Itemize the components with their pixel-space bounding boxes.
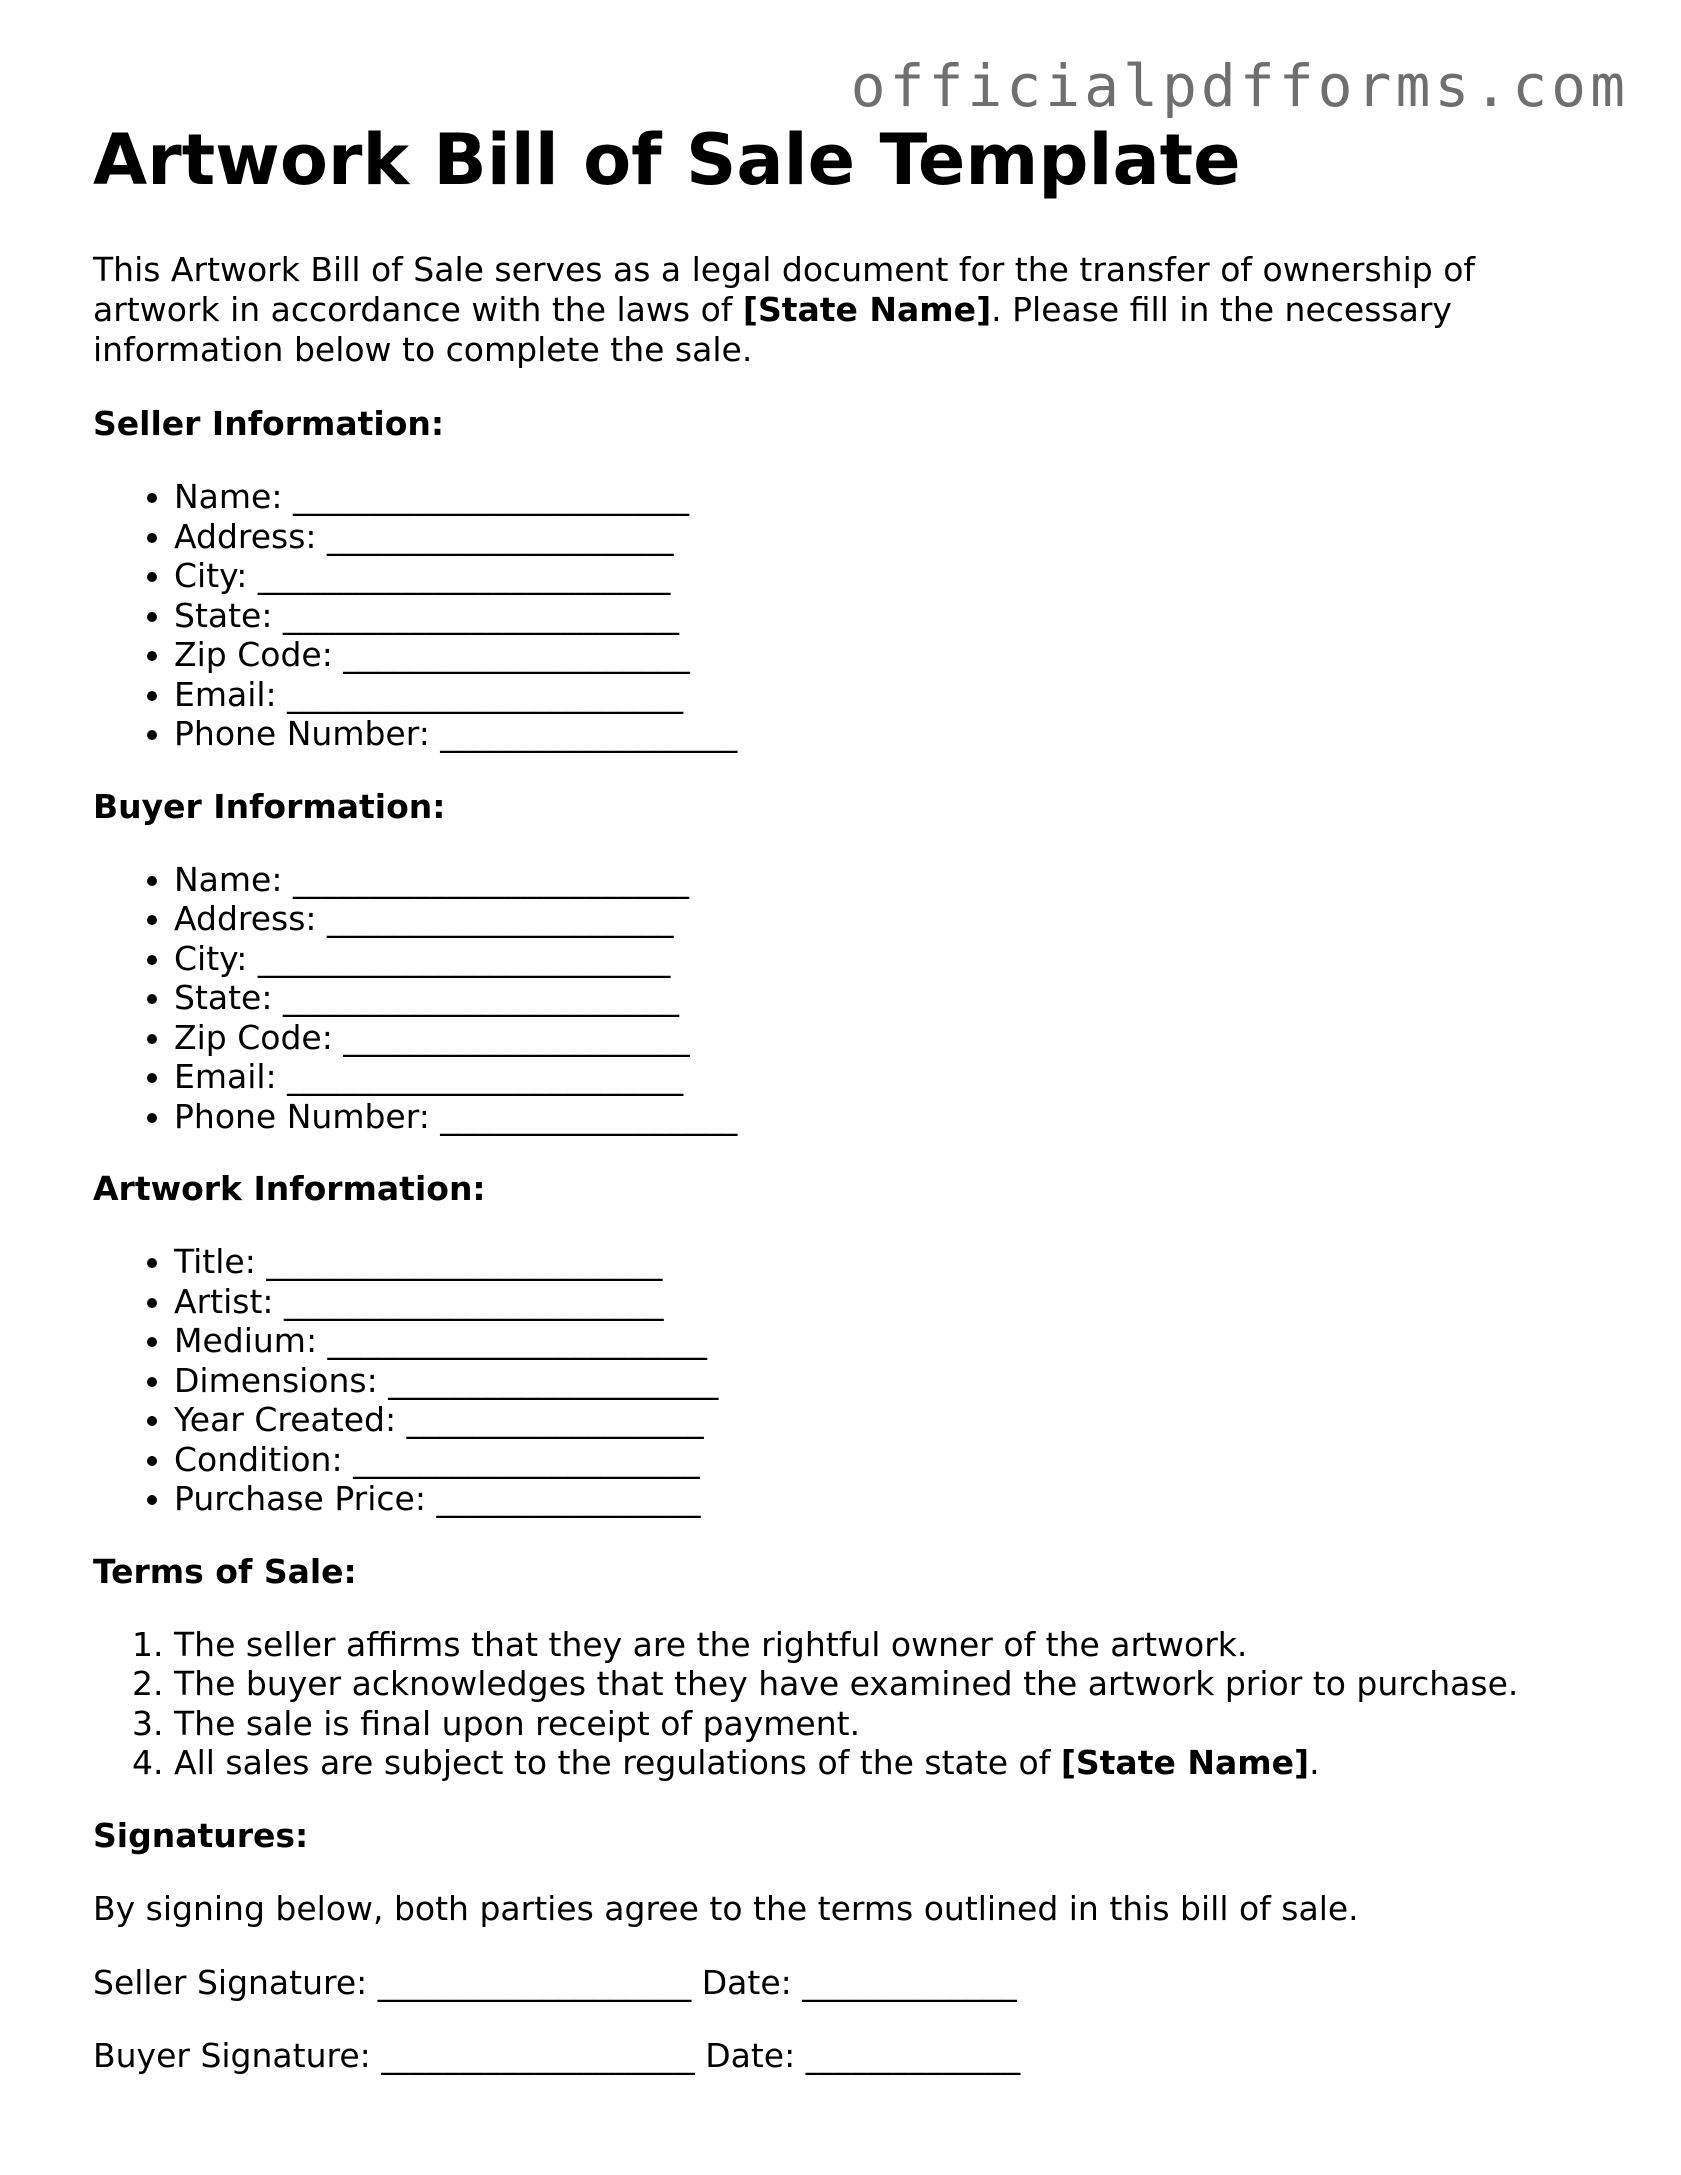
buyer-email-field[interactable]: • Email: ________________________ <box>174 1057 1593 1097</box>
seller-state-field[interactable]: • State: ________________________ <box>174 596 1593 636</box>
artwork-condition-field[interactable]: • Condition: _____________________ <box>174 1440 1593 1480</box>
artwork-year-field[interactable]: • Year Created: __________________ <box>174 1400 1593 1440</box>
buyer-name-field[interactable]: • Name: ________________________ <box>174 860 1593 900</box>
artwork-medium-field[interactable]: • Medium: _______________________ <box>174 1321 1593 1361</box>
seller-city-field[interactable]: • City: _________________________ <box>174 556 1593 596</box>
seller-address-field[interactable]: • Address: _____________________ <box>174 517 1593 557</box>
signature-statement: By signing below, both parties agree to the terms outlined in this bill of sale. <box>93 1888 1359 1928</box>
artwork-field-list <box>93 1242 1593 1519</box>
terms-heading: Terms of Sale: <box>93 1551 357 1591</box>
term-item: 3. The sale is final upon receipt of payment. <box>174 1704 1593 1744</box>
seller-field-list <box>93 477 1593 754</box>
signatures-heading: Signatures: <box>93 1815 309 1855</box>
buyer-signature-line[interactable]: Buyer Signature: ___________________ Date: _____________ <box>93 2035 1021 2075</box>
state-name-placeholder: [State Name] <box>742 290 992 329</box>
watermark: officialpdfforms.com <box>850 52 1629 120</box>
buyer-city-field[interactable]: • City: _________________________ <box>174 939 1593 979</box>
buyer-address-field[interactable]: • Address: _____________________ <box>174 899 1593 939</box>
seller-zip-field[interactable]: • Zip Code: _____________________ <box>174 635 1593 675</box>
term-item: 1. The seller affirms that they are the rightful owner of the artwork. <box>174 1625 1593 1665</box>
artwork-price-field[interactable]: • Purchase Price: ________________ <box>174 1479 1593 1519</box>
intro-paragraph <box>93 250 1593 370</box>
intro-text-2: . Please fill in the necessary information below to complete the sale. <box>93 290 1452 369</box>
state-name-placeholder: [State Name] <box>1060 1743 1310 1782</box>
artwork-dimensions-field[interactable]: • Dimensions: ____________________ <box>174 1361 1593 1401</box>
artwork-artist-field[interactable]: • Artist: _______________________ <box>174 1282 1593 1322</box>
buyer-field-list <box>93 860 1593 1137</box>
intro-text-1: This Artwork Bill of Sale serves as a legal document for the transfer of ownership of artwork in accordance with the laws of <box>93 250 1476 329</box>
buyer-zip-field[interactable]: • Zip Code: _____________________ <box>174 1018 1593 1058</box>
terms-list <box>93 1625 1593 1783</box>
artwork-heading: Artwork Information: <box>93 1169 486 1208</box>
term-4-text-1: All sales are subject to the regulations of the state of <box>174 1743 1061 1782</box>
seller-heading: Seller Information: <box>93 404 445 443</box>
term-4-text-2: . <box>1309 1743 1320 1782</box>
document-title: Artwork Bill of Sale Template <box>93 119 1241 201</box>
buyer-phone-field[interactable]: • Phone Number: __________________ <box>174 1097 1593 1137</box>
seller-name-field[interactable]: • Name: ________________________ <box>174 477 1593 517</box>
seller-email-field[interactable]: • Email: ________________________ <box>174 675 1593 715</box>
term-item: 2. The buyer acknowledges that they have examined the artwork prior to purchase. <box>174 1664 1593 1704</box>
buyer-state-field[interactable]: • State: ________________________ <box>174 978 1593 1018</box>
term-item <box>174 1743 1593 1783</box>
seller-signature-line[interactable]: Seller Signature: ___________________ Date: _____________ <box>93 1962 1017 2002</box>
document-page <box>93 118 1593 2109</box>
seller-phone-field[interactable]: • Phone Number: __________________ <box>174 714 1593 754</box>
artwork-title-field[interactable]: • Title: ________________________ <box>174 1242 1593 1282</box>
buyer-heading: Buyer Information: <box>93 786 446 826</box>
